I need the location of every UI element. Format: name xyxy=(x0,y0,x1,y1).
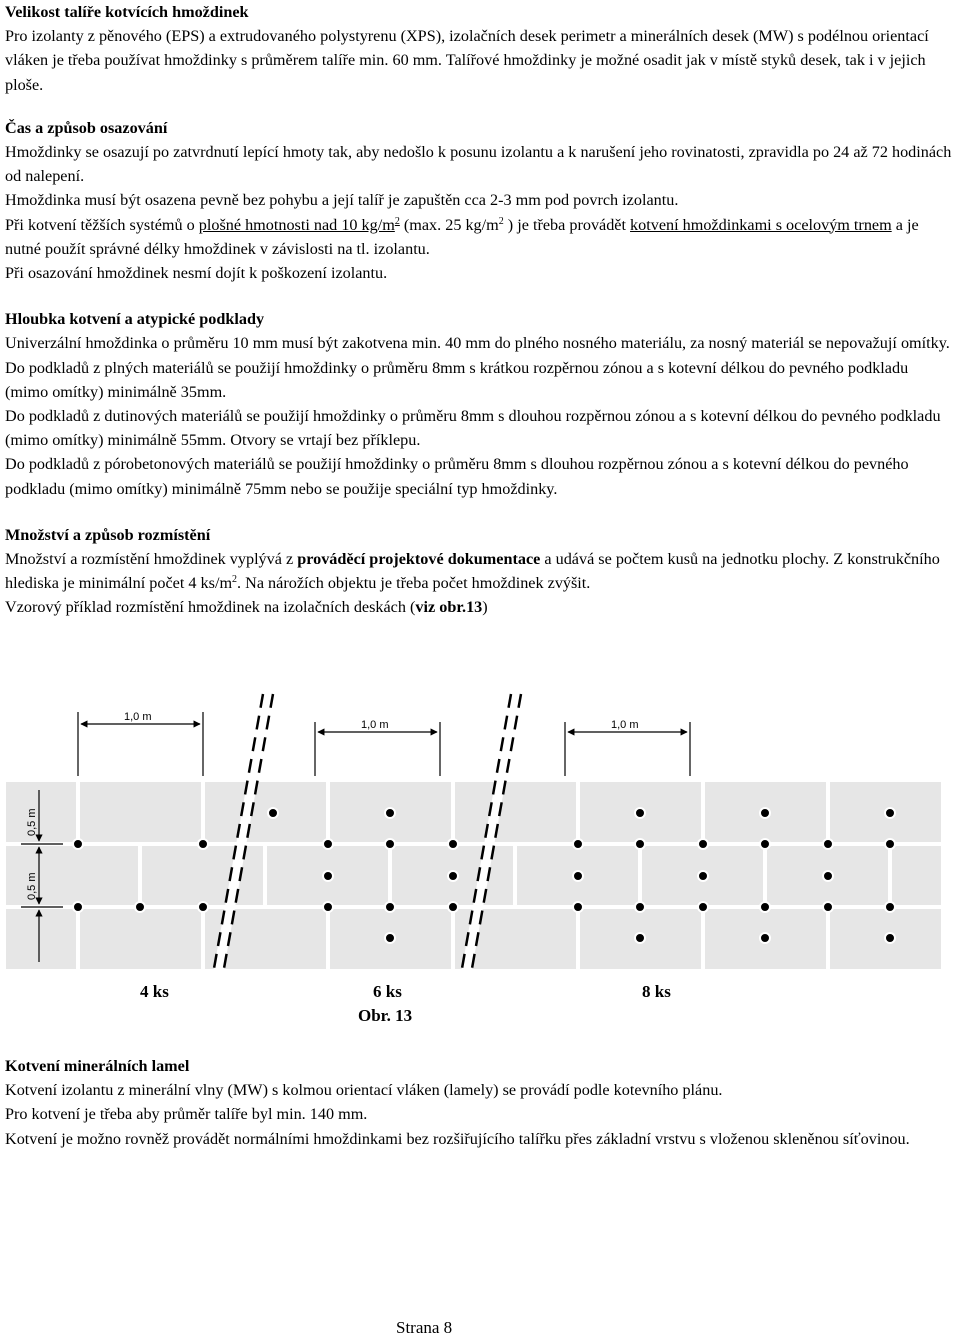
paragraph-quantity-2 xyxy=(5,595,955,619)
anchor-dot xyxy=(635,839,645,849)
anchor-dot xyxy=(573,871,583,881)
anchor-dot xyxy=(448,871,458,881)
paragraph-depth-2: Do podkladů z plných materiálů se použijí hmoždinky o průměru 8mm s krátkou rozpěrnou zónou a s kotevní délkou do pevného podkladu (mimo omítky) minimálně 35mm. xyxy=(5,358,909,401)
anchor-dot xyxy=(698,902,708,912)
label-4ks: 4 ks xyxy=(140,982,169,1001)
paragraph-depth-3: Do podkladů z dutinových materiálů se použijí hmoždinky o průměru 8mm s dlouhou rozpěrnou zónou a s kotevní délkou do pevného podkladu (mimo omítky) minimálně 55mm. Otvory se vrtají bez příklepu. xyxy=(5,407,941,450)
text-timing-3a: Při kotvení těžších systémů o xyxy=(5,215,199,234)
text-quantity-1c: . Na nárožích objektu je třeba počet hmoždinek zvýšit. xyxy=(237,574,591,593)
paragraph-timing-3 xyxy=(5,213,955,261)
paragraph-quantity-1 xyxy=(5,547,955,595)
anchor-dot xyxy=(698,839,708,849)
label-6ks: 6 ks xyxy=(373,982,402,1001)
anchor-dot xyxy=(268,808,278,818)
sup-timing-2: 2 xyxy=(498,215,504,227)
anchor-dot xyxy=(73,902,83,912)
text-timing-3u1: plošné hmotnosti nad 10 kg/m xyxy=(198,215,395,234)
section-depth xyxy=(5,307,955,501)
paragraph-timing-1: Hmoždinky se osazují po zatvrdnutí lepící hmoty tak, aby nedošlo k posunu izolantu a k narušení jeho rovinatosti, zpravidla po 24 až 72 hodinách od nalepení. xyxy=(5,143,952,186)
anchor-dot xyxy=(823,902,833,912)
paragraph-lamellae-1: Kotvení izolantu z minerální vlny (MW) s kolmou orientací vláken (lamely) se provádí podle kotevního plánu. xyxy=(5,1081,723,1100)
anchor-dot xyxy=(73,839,83,849)
text-quantity-2a: Vzorový příklad rozmístění hmoždinek na izolačních deskách ( xyxy=(5,598,416,617)
heading-plate-size: Velikost talíře kotvících hmoždinek xyxy=(5,3,249,21)
anchor-dot xyxy=(385,902,395,912)
paragraph-depth-1: Univerzální hmoždinka o průměru 10 mm musí být zakotvena min. 40 mm do plného nosného materiálu, za nosný materiál se nepovažují omítky. xyxy=(5,334,950,353)
text-plate-size-2: Talířové hmoždinky je možné osadit jak v místě styků desek, tak i v jejich ploše. xyxy=(5,51,926,94)
document-page xyxy=(5,0,955,620)
text-quantity-2b: ) xyxy=(482,598,488,617)
text-quantity-2bold: viz obr.13 xyxy=(415,598,483,617)
anchor-dot xyxy=(760,902,770,912)
heading-lamellae: Kotvení minerálních lamel xyxy=(5,1057,190,1075)
anchor-dot xyxy=(635,902,645,912)
anchor-dot xyxy=(198,902,208,912)
text-timing-3c: ) je třeba provádět xyxy=(503,215,631,234)
paragraph-depth-4: Do podkladů z pórobetonových materiálů se použijí hmoždinky o průměru 8mm s dlouhou rozpěrnou zónou a s kotevní délkou do pevného podkladu (mimo omítky) minimálně 75mm nebo se použije speciální typ hmoždinky. xyxy=(5,455,909,498)
anchor-dot xyxy=(698,871,708,881)
anchor-dot xyxy=(198,839,208,849)
figure-svg xyxy=(3,690,958,974)
anchor-dot xyxy=(385,933,395,943)
anchor-dot xyxy=(448,839,458,849)
anchor-dot xyxy=(135,902,145,912)
heading-quantity: Množství a způsob rozmístění xyxy=(5,525,211,544)
anchor-dot xyxy=(323,871,333,881)
anchor-dot xyxy=(635,933,645,943)
section-quantity xyxy=(5,523,955,620)
dim-label-3: 1,0 m xyxy=(611,719,639,731)
heading-depth: Hloubka kotvení a atypické podklady xyxy=(5,310,265,329)
paragraph-timing-2: Hmoždinka musí být osazena pevně bez pohybu a její talíř je zapuštěn cca 2-3 mm pod povrch izolantu. xyxy=(5,191,679,210)
section-plate-size xyxy=(5,0,955,97)
label-8ks: 8 ks xyxy=(642,982,671,1001)
anchor-dot xyxy=(573,839,583,849)
dim-side-label-2: 0,5 m xyxy=(26,872,38,900)
page-number: Strana 8 xyxy=(396,1318,453,1337)
anchor-dot xyxy=(573,902,583,912)
anchor-layout-figure xyxy=(3,690,958,974)
anchor-dot xyxy=(323,902,333,912)
text-quantity-1a: Množství a rozmístění hmoždinek vyplývá z xyxy=(5,550,298,569)
anchor-dot xyxy=(885,933,895,943)
section-lamellae xyxy=(5,1054,955,1151)
figure-labels xyxy=(0,982,960,1032)
text-quantity-1bold: prováděcí projektové dokumentace xyxy=(297,550,541,569)
anchor-dot xyxy=(823,839,833,849)
anchor-dot xyxy=(448,902,458,912)
anchor-dot xyxy=(385,839,395,849)
section-timing xyxy=(5,116,955,285)
anchor-dot xyxy=(385,808,395,818)
text-timing-3b: (max. 25 kg/m xyxy=(399,215,499,234)
dim-label-2: 1,0 m xyxy=(361,719,389,731)
anchor-dot xyxy=(635,808,645,818)
anchor-dot xyxy=(823,871,833,881)
paragraph-lamellae-3: Kotvení je možno rovněž provádět normálními hmoždinkami bez rozšiřujícího talířku přes základní vrstvu s vloženou skleněnou síťovinou. xyxy=(5,1129,910,1148)
text-plate-size-1: Pro izolanty z pěnového (EPS) a extrudovaného polystyrenu (XPS), izolačních desek perimetr a minerálních desek (MW) s podélnou orientací vláken je třeba používat hmoždinky s průměrem talíře min. 60 mm. xyxy=(5,27,929,70)
anchor-dot xyxy=(323,839,333,849)
heading-timing: Čas a způsob osazování xyxy=(5,118,168,137)
paragraph-lamellae-2: Pro kotvení je třeba aby průměr talíře byl min. 140 mm. xyxy=(5,1105,368,1124)
dim-side-label-1: 0,5 m xyxy=(26,808,38,836)
anchor-dot xyxy=(760,839,770,849)
anchor-dot xyxy=(885,808,895,818)
anchor-dot xyxy=(885,839,895,849)
paragraph-plate-size xyxy=(5,24,955,97)
anchor-dot xyxy=(760,933,770,943)
anchor-dot xyxy=(885,902,895,912)
text-quantity-1b: a udává se počtem kusů na jednotku plochy. Z konstrukčního hlediska je minimální počet 4 ks/m xyxy=(5,550,940,593)
sup-timing-1: 2 xyxy=(394,215,400,227)
paragraph-timing-4: Při osazování hmoždinek nesmí dojít k poškození izolantu. xyxy=(5,264,388,283)
anchor-dot xyxy=(760,808,770,818)
figure-caption: Obr. 13 xyxy=(358,1006,413,1025)
text-timing-3u2: kotvení hmoždinkami s ocelovým trnem xyxy=(630,215,892,234)
sup-quantity-1: 2 xyxy=(232,574,238,586)
dim-label-1: 1,0 m xyxy=(124,711,152,723)
text-timing-3d: a je nutné použít správné délky hmoždinek v závislosti na tl. izolantu. xyxy=(5,215,919,258)
